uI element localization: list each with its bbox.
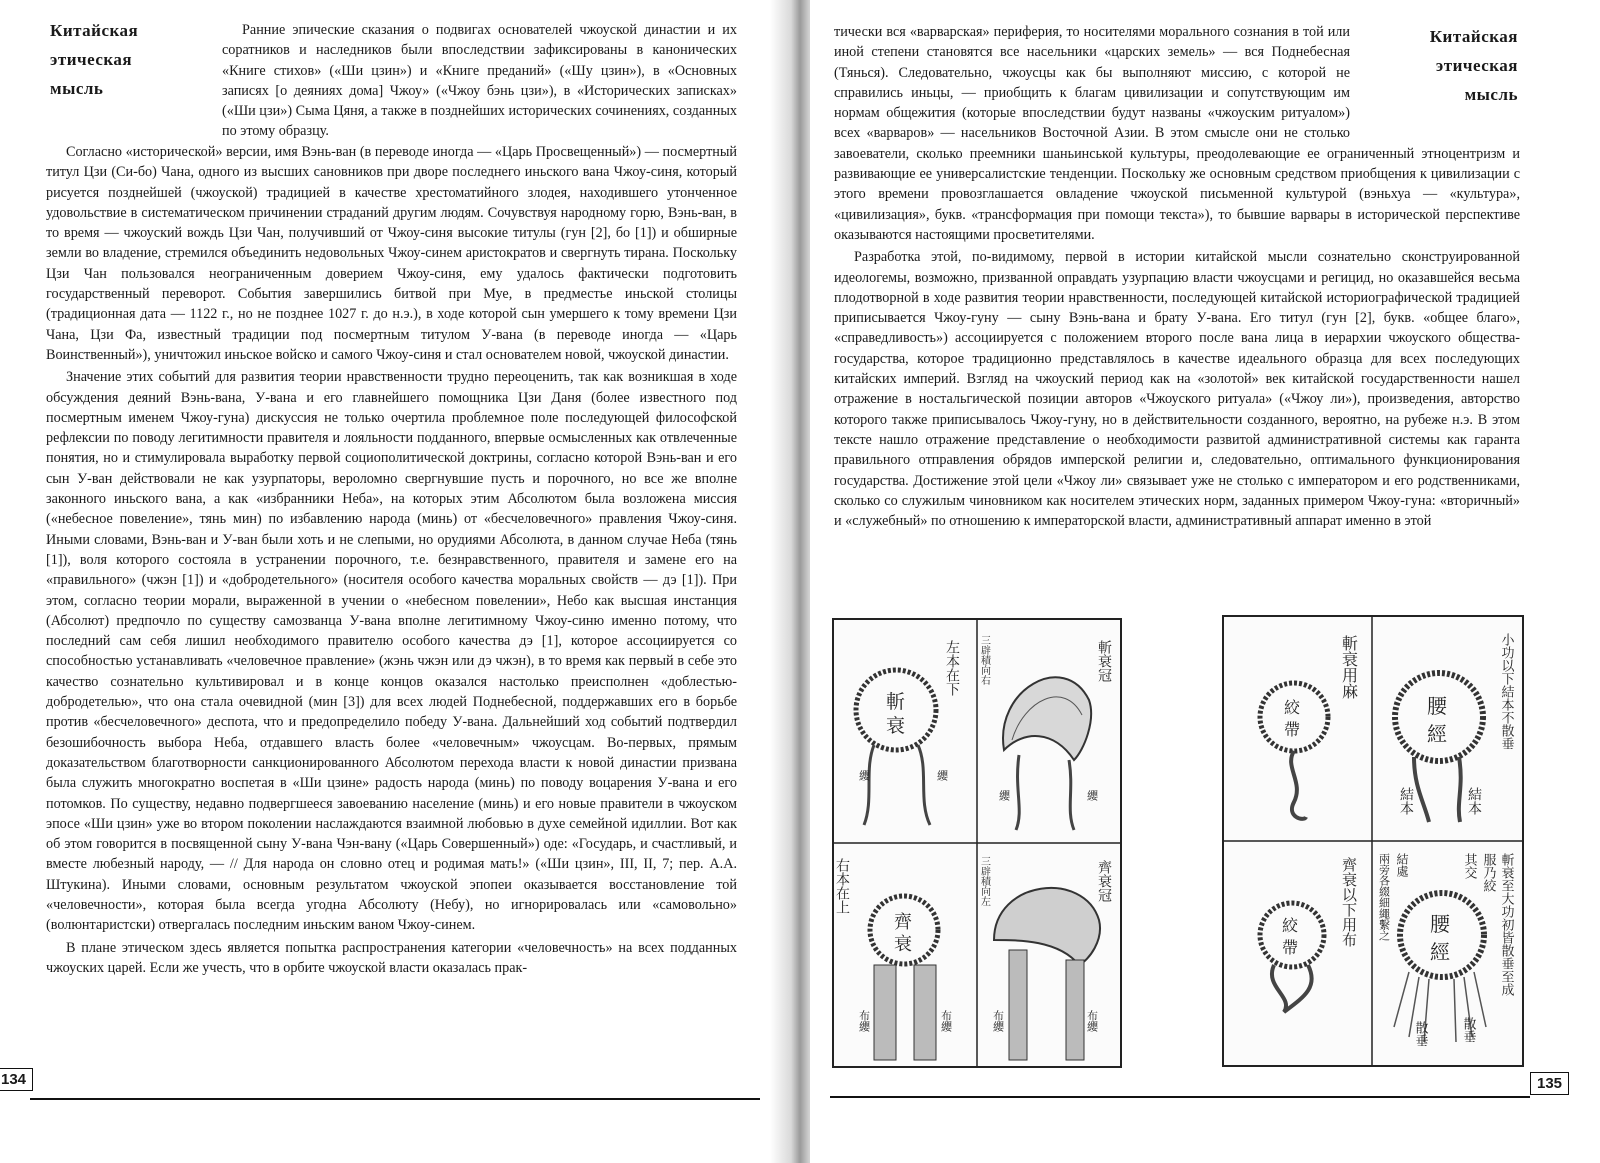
right-title-line-1: Китайская xyxy=(1429,27,1518,46)
illustration-plate-belts xyxy=(1222,615,1524,1067)
plate-belts-drawing xyxy=(1224,617,1522,1065)
rope-ring-bottom-left xyxy=(834,858,953,1060)
left-sidebar-title xyxy=(50,16,138,103)
plate-label: 帶 xyxy=(1284,720,1301,739)
plate-knot-label: 結本 xyxy=(1398,787,1414,815)
plate-label: 衰 xyxy=(886,715,906,737)
left-title-line-2: этическая xyxy=(50,50,133,69)
plate-label: 衰 xyxy=(894,934,912,955)
right-paragraph-1: тически вся «варварская» периферия, то носителями морального сознания в той или иной степени становятся все насельники «царских земель» — вся Поднебесная (Тянься). Следовательно, чжоусцы как бы выполняют миссию, с которой не справились иньцы, — приобщить к благам цивилизации и сопутствующим им нормам общежития (которые впоследствии будут названы «чжоуским ритуалом») всех «варваров» — насельников Восточной Азии. В этом смысле они не столько завоеватели, сколько преемники шаньинськой культуры, преодолевающие ее ограниченный этноцентризм и развивающие ее универсалистские тенденции. Поскольку же основным средством приобщения к цивилизации с этого времени провозглашается овладение чжоуской письменной культурой (вэньхуа — «культура», «цивилизация», букв. «трансформация при помощи текста»), то бывшие варвары в исторической перспективе оказываются настоящими просветителями. xyxy=(834,24,1520,243)
plate-side-text: 服乃絞 xyxy=(1480,853,1496,892)
right-page-number: 135 xyxy=(1530,1072,1569,1095)
belt-ring-bottom-left xyxy=(1260,857,1358,1012)
plate-side-text: 三辟積向右 xyxy=(978,635,990,685)
right-title-line-3: мысль xyxy=(1464,85,1518,104)
left-main-column xyxy=(46,142,737,978)
plate-side-text: 結處 xyxy=(1395,853,1409,877)
plate-side-text: 其交 xyxy=(1461,853,1477,879)
belt-ring-bottom-right xyxy=(1378,852,1515,1047)
title-float-spacer xyxy=(1350,22,1520,140)
plate-cap-label: 齊衰冠 xyxy=(1096,860,1112,902)
plate-label: 經 xyxy=(1430,940,1450,964)
left-page xyxy=(0,0,790,1163)
plate-tails-label: 散垂 xyxy=(1460,1017,1476,1043)
left-intro-paragraph xyxy=(222,20,737,142)
plate-side-text: 三辟積向左 xyxy=(978,856,990,906)
plate-label: 經 xyxy=(1427,722,1447,746)
plate-label: 腰 xyxy=(1427,694,1447,718)
left-paragraph-1: Ранние эпические сказания о подвигах основателей чжоуской династии и их соратников и наследников были впоследствии зафиксированы в канонических «Книге стихов» («Ши цзин») и «Книге преданий» («Шу цзин»), в «Основных записях [о деяниях дома] Чжоу» («Чжоу бэнь цзи»), в «Исторических записках» («Ши цзи») Сыма Цяня, а также в позднейших исторических сочинениях, созданных по этому образцу. xyxy=(222,22,737,140)
plate-cord-label: 布纓 xyxy=(1085,1010,1099,1032)
plate-cord-label: 纓 xyxy=(997,790,1011,801)
belt-ring-top-right xyxy=(1395,633,1514,822)
plate-side-text: 兩旁各綴細繩繫之 xyxy=(1377,853,1391,941)
right-paragraph-2: Разработка этой, по-видимому, первой в истории китайской мысли сознательно сконструированной идеологемы, возможно, призванной оправдать узурпацию власти чжоусцами и регицид, но оказавшейся весьма плодотворной в ходе развития теории нравственности, последующей китайской историографической традицией приписывается Чжоу-гуну — сыну Вэнь-вана и брату У-вана. Его титул (гун [2], букв. «общее благо», «справедливость») ассоциируется с положением второго после вана лица в иерархии чжоуского общества-государства, которое традиционно представлялось в качестве идеального образца для всех последующих китайских империй. Взгляд на чжоуский период как на «золотой» век китайской государственности нашел отражение в ностальгической позиции авторов «Чжоуского ритуала» («Чжоу ли»), произведения, авторство которого также приписывалось Чжоу-гуну, но в действительности созданного, вероятно, на рубеже н.э. В этом тексте нашло отражение представление о необходимости развитой административной системы как гаранта правильного отправления обрядов имперской религии и, следовательно, оптимального функционирования государства. Достижение этой цели «Чжоу ли» связывает уже не столько с императором и его родственниками, сколько со служилым чиновником как носителем этических норм, заданных примером Чжоу-гуна: «вторичный» и «служебный» по отношению к императорской власти, административный аппарат именно в этой xyxy=(834,249,1520,530)
plate-tails-label: 散垂 xyxy=(1412,1021,1428,1047)
left-bottom-rule xyxy=(30,1098,760,1100)
mourning-cap-top xyxy=(979,635,1113,830)
plate-knot-label: 結本 xyxy=(1466,787,1482,815)
plate-head-text: 齊衰以下用布 xyxy=(1340,857,1358,947)
plate-caps-drawing xyxy=(834,620,1120,1066)
plate-label: 斬 xyxy=(886,691,906,713)
left-paragraph-3: Значение этих событий для развития теории нравственности трудно переоценить, так как возникшая в ходе обсуждения деяний Вэнь-вана, У-вана и его главнейшего помощника Цзи Даня (более известного под посмертным именем Чжоу-гуна) дискуссия не только очертила проблемное поле последующей философской рефлексии по поводу легитимности правителя и лояльности подданного, впервые осмысленных как отвлеченные понятия, но и стимулировала выработку первой социополитической доктрины, согласно которой Вэнь-ван и его сын У-ван действовали не как узурпаторы, вероломно свергнувшие пусть и порочного, но все же вполне законного иньского вана, а как «избранники Неба», на которых этим Абсолютом была возложена миссия («небесное повеление», тянь мин) по избавлению народа (минь) от «бесчеловечного» правления Чжоу-синя. Иными словами, Вэнь-ван и У-ван были хоть и не слепыми, но орудиями Абсолюта, в данном случае Неба (тянь [1]), воля которого состояла в устранении порочного, т.е. безнравственного, правителя и замене его на «правильного» (чжэн [1]) и «добродетельного» (носителя особого качества моральных свойств — дэ [1]). При этом, согласно теории морали, выраженной в учении о «небесном повелении», Небо как высшая инстанция (Абсолют) предпочло по существу самозванца У-вана вполне легитимному Чжоу-синю именно потому, что последний сам себя лишил необходимого правителю особого качества дэ [1], которое ассоциируется со способностью устанавливать «человечное правление» (жэнь чжэн или дэ чжэн), в то время как первый в себе это качество сознательно культивировал и в конце концов оказался настолько преисполнен «доблестью-добродетелью», что она стала очевидной (мин [3]) для всех людей Поднебесной, поддержавших его в борьбе против «бесчеловечного» деспота, что и предопределило победу У-вана. Дальнейший ход событий подтвердил безошибочность выбора Неба, отдавшего власть более «человечным» чжоусцам. Во-первых, прямым доказательством благотворности санкционированного Абсолютом перехода власти к новой династии призвана была служить многократно воспетая в «Ши цзине» радость народа (минь) по поводу воцарения У-вана и его потомков. По существу, недавно подвергшееся завоеванию население (минь) и его новые правители в чжоуском эпосе «Ши цзин» уже во втором поколении наслаждаются взаимной любовью в духе семейной идиллии. Вот как об этом говорится в посвященной сыну У-вана Чэн-вану («Царь Совершенный») оде: «Государь, и счастливый, и вместе любезный народу, — // Для народа он словно отец и родимая мать!» («Ши цзин», III, II, 7; пер. А.А. Штукина). Иными словами, основным результатом чжоуской эпопеи оказывается восстановление той «человечности», которая была всегда угодна Абсолюту (Небу), но игнорировалась или «самовольно» (волюнтаристски) отвергалась последним иньским ваном Чжоу-синем. xyxy=(46,369,737,934)
plate-cord-label: 布纓 xyxy=(939,1010,953,1032)
plate-cap-label: 斬衰冠 xyxy=(1096,640,1112,682)
illustration-plate-caps xyxy=(832,618,1122,1068)
belt-ring-top-left xyxy=(1260,635,1359,819)
plate-label: 絞 xyxy=(1284,698,1301,717)
right-title-line-2: этическая xyxy=(1435,56,1518,75)
plate-label: 腰 xyxy=(1430,912,1450,936)
plate-label: 絞 xyxy=(1282,916,1299,935)
plate-side-text: 斬衰至大功初皆散垂至成 xyxy=(1498,853,1514,996)
plate-cord-label: 纓 xyxy=(857,770,871,781)
plate-cord-label: 纓 xyxy=(935,770,949,781)
plate-label: 帶 xyxy=(1282,938,1299,957)
left-title-line-1: Китайская xyxy=(50,21,139,40)
plate-side-text: 右本在上 xyxy=(834,858,850,914)
right-main-column xyxy=(834,22,1520,531)
right-page xyxy=(810,0,1600,1163)
left-page-number: 134 xyxy=(0,1068,33,1091)
plate-cord-label: 布纓 xyxy=(857,1010,871,1032)
left-paragraph-2: Согласно «исторической» версии, имя Вэнь-ван (в переводе иногда — «Царь Просвещенный») — посмертный титул Цзи (Си-бо) Чана, одного из высших сановников при дворе последнего иньского вана Чжоу-синя, который рисуется позднейшей (чжоуской) традицией в качестве хрестоматийного злодея, находившего утонченное удовольствие в систематическом причинении страданий другим людям. Сочувствуя народному горю, Вэнь-ван, в то время — чжоуский вождь Цзи Чан, получивший от Чжоу-синя высокие титулы (гун [2], бо [1]) и обширные земли во владение, стремился объединить недовольных Чжоу-синем аристократов и свергнуть тирана. Поскольку Цзи Чан пользовался неограниченным доверием Чжоу-синя, ему удалось фактически подготовить государственный переворот. События завершились битвой при Муе, в предместье иньской столицы (традиционная дата — 1122 г., но не позднее 1027 г. до н.э.), в ходе которой сын умершего к тому времени Цзи Чана, Цзи Фа, известный традиции под посмертным титулом У-вана (в переводе иногда — «Царь Воинственный»), уничтожил иньское войско и самого Чжоу-синя и стал основателем новой, чжоуской династии. xyxy=(46,144,737,363)
plate-side-text: 小功以下結本不散垂 xyxy=(1498,633,1514,750)
mourning-cap-bottom xyxy=(979,856,1113,1060)
plate-cord-label: 布纓 xyxy=(991,1010,1005,1032)
plate-side-text: 左本在下 xyxy=(944,640,960,696)
plate-cord-label: 纓 xyxy=(1085,790,1099,801)
left-paragraph-4: В плане этическом здесь является попытка распространения категории «человечность» на всех подданных чжоуских царей. Если же учесть, что в орбите чжоуской власти оказалась прак- xyxy=(46,939,737,976)
plate-label: 齊 xyxy=(894,912,912,933)
right-bottom-rule xyxy=(830,1096,1530,1098)
plate-head-text: 斬衰用麻 xyxy=(1339,635,1359,699)
rope-ring-top-left xyxy=(856,670,936,825)
left-title-line-3: мысль xyxy=(50,79,104,98)
